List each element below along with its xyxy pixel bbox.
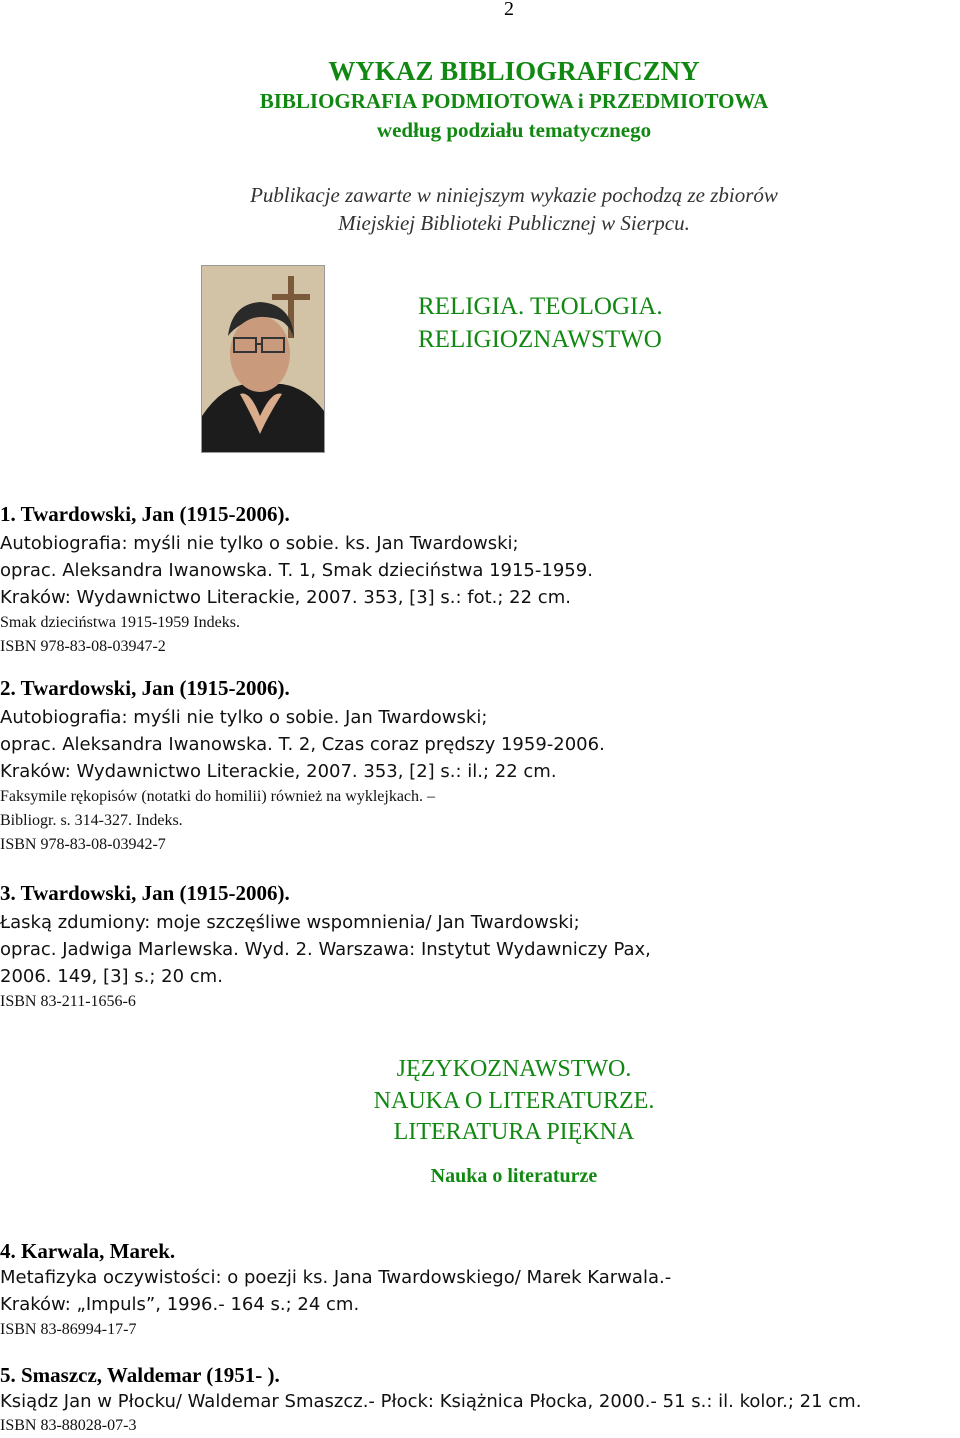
entry-line: Kraków: „Impuls”, 1996.- 164 s.; 24 cm. [0,1294,360,1315]
page-number: 2 [504,0,514,20]
entry-note: Faksymile rękopisów (notatki do homilii) również na wyklejkach. – [0,788,436,805]
subsection-heading: Nauka o literaturze [430,1165,598,1187]
entry-isbn: ISBN 83-86994-17-7 [0,1321,137,1338]
entry-line: Autobiografia: myśli nie tylko o sobie. Jan Twardowski; [0,707,488,728]
entry-line: Ksiądz Jan w Płocku/ Waldemar Smaszcz.- Płock: Książnica Płocka, 2000.- 51 s.: il. kolor.; 21 cm. [0,1391,862,1412]
portrait-photo [201,265,325,453]
entry-heading: 3. Twardowski, Jan (1915-2006). [0,881,290,905]
entry-line: Kraków: Wydawnictwo Literackie, 2007. 353, [2] s.: il.; 22 cm. [0,761,557,782]
entry-heading: 5. Smaszcz, Waldemar (1951- ). [0,1363,280,1387]
source-note-line-2: Miejskiej Biblioteki Publicznej w Sierpcu. [338,211,690,235]
source-note-line-1: Publikacje zawarte w niniejszym wykazie pochodzą ze zbiorów [250,183,778,207]
entry-line: Łaską zdumiony: moje szczęśliwe wspomnienia/ Jan Twardowski; [0,912,580,933]
entry-isbn: ISBN 978-83-08-03947-2 [0,638,166,655]
entry-line: oprac. Jadwiga Marlewska. Wyd. 2. Warszawa: Instytut Wydawniczy Pax, [0,939,651,960]
section-heading-linguistics-2: NAUKA O LITERATURZE. [373,1088,655,1114]
section-heading-religion-1: RELIGIA. TEOLOGIA. [418,293,663,320]
entry-line: 2006. 149, [3] s.; 20 cm. [0,966,223,987]
entry-line: Autobiografia: myśli nie tylko o sobie. ks. Jan Twardowski; [0,533,519,554]
entry-isbn: ISBN 83-211-1656-6 [0,993,136,1010]
section-heading-religion-2: RELIGIOZNAWSTWO [418,326,662,353]
entry-line: Kraków: Wydawnictwo Literackie, 2007. 353, [3] s.: fot.; 22 cm. [0,587,571,608]
entry-line: oprac. Aleksandra Iwanowska. T. 1, Smak dzieciństwa 1915-1959. [0,560,593,581]
entry-line: Metafizyka oczywistości: o poezji ks. Jana Twardowskiego/ Marek Karwala.- [0,1267,672,1288]
page-subtitle-2: według podziału tematycznego [376,118,652,142]
entry-isbn: ISBN 978-83-08-03942-7 [0,836,166,853]
entry-note: Bibliogr. s. 314-327. Indeks. [0,812,183,829]
page-subtitle: BIBLIOGRAFIA PODMIOTOWA i PRZEDMIOTOWA [259,89,769,113]
entry-line: oprac. Aleksandra Iwanowska. T. 2, Czas coraz prędszy 1959-2006. [0,734,605,755]
page-title: WYKAZ BIBLIOGRAFICZNY [328,56,700,86]
section-heading-linguistics-3: LITERATURA PIĘKNA [393,1119,635,1145]
entry-note: Smak dzieciństwa 1915-1959 Indeks. [0,614,240,631]
entry-isbn: ISBN 83-88028-07-3 [0,1417,137,1434]
entry-heading: 4. Karwala, Marek. [0,1239,176,1263]
section-heading-linguistics-1: JĘZYKOZNAWSTWO. [396,1056,632,1082]
entry-heading: 2. Twardowski, Jan (1915-2006). [0,676,290,700]
entry-heading: 1. Twardowski, Jan (1915-2006). [0,502,290,526]
